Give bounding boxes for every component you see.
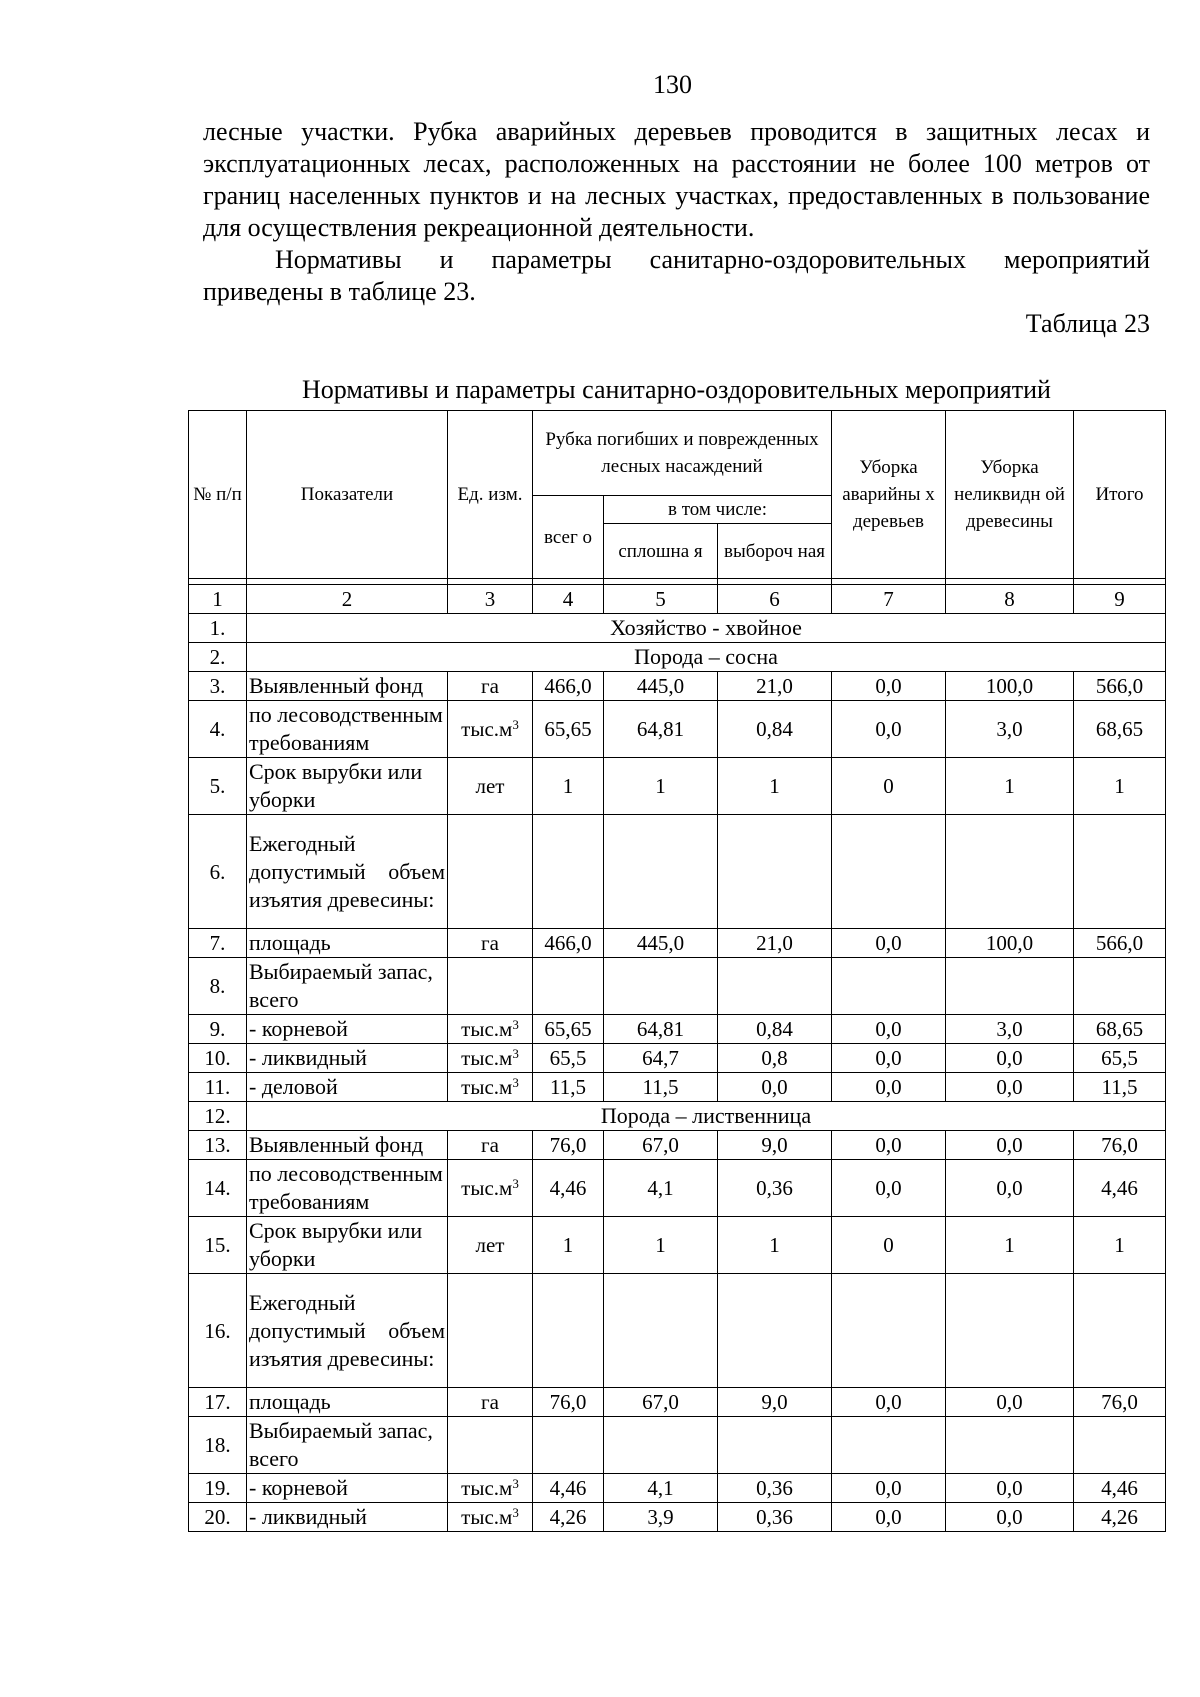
value-cell: 76,0 — [1074, 1388, 1166, 1417]
unit-text: тыс.м — [461, 1505, 513, 1529]
row-number: 3. — [189, 672, 247, 701]
value-cell: 4,26 — [1074, 1503, 1166, 1532]
value-cell: 0,0 — [832, 1474, 946, 1503]
value-cell: 0,0 — [832, 1503, 946, 1532]
value-cell: 0,0 — [946, 1160, 1074, 1217]
value-cell — [604, 1417, 718, 1474]
value-cell: 0,0 — [946, 1388, 1074, 1417]
value-cell: 445,0 — [604, 929, 718, 958]
header-indicator: Показатели — [247, 411, 448, 579]
value-cell: 1 — [718, 758, 832, 815]
col-number: 6 — [718, 585, 832, 614]
table-row — [189, 701, 1166, 758]
header-clear: сплошна я — [604, 524, 718, 579]
row-number: 8. — [189, 958, 247, 1015]
row-number: 14. — [189, 1160, 247, 1217]
unit-cell — [448, 1503, 533, 1532]
value-cell: 1 — [604, 1217, 718, 1274]
value-cell — [946, 815, 1074, 929]
table-row — [189, 1015, 1166, 1044]
value-cell: 21,0 — [718, 929, 832, 958]
value-cell: 1 — [946, 1217, 1074, 1274]
value-cell: 4,46 — [1074, 1160, 1166, 1217]
value-cell: 4,26 — [533, 1503, 604, 1532]
value-cell: 4,46 — [533, 1474, 604, 1503]
unit-superscript: 3 — [512, 1476, 519, 1491]
value-cell — [604, 815, 718, 929]
table-row — [189, 1131, 1166, 1160]
value-cell: 0,0 — [946, 1044, 1074, 1073]
unit-cell: га — [448, 929, 533, 958]
value-cell: 11,5 — [1074, 1073, 1166, 1102]
unit-text: тыс.м — [461, 1046, 513, 1070]
unit-cell — [448, 1474, 533, 1503]
value-cell: 3,0 — [946, 701, 1074, 758]
value-cell: 1 — [1074, 1217, 1166, 1274]
unit-text: тыс.м — [461, 717, 513, 741]
indicator-label: Выявленный фонд — [247, 672, 448, 701]
unit-cell — [448, 1160, 533, 1217]
value-cell: 0,0 — [946, 1073, 1074, 1102]
indicator-label: площадь — [247, 929, 448, 958]
unit-cell — [448, 815, 533, 929]
value-cell: 64,7 — [604, 1044, 718, 1073]
header-nonliquid: Уборка неликвидн ой древесины — [946, 411, 1074, 579]
unit-text: тыс.м — [461, 1476, 513, 1500]
value-cell — [533, 1417, 604, 1474]
value-cell: 65,5 — [533, 1044, 604, 1073]
table-row — [189, 815, 1166, 929]
section-title: Порода – сосна — [247, 643, 1166, 672]
value-cell: 21,0 — [718, 672, 832, 701]
value-cell: 3,0 — [946, 1015, 1074, 1044]
indicator-label: площадь — [247, 1388, 448, 1417]
value-cell: 0,0 — [832, 1131, 946, 1160]
value-cell: 0,0 — [718, 1073, 832, 1102]
header-num: № п/п — [189, 411, 247, 579]
col-number: 8 — [946, 585, 1074, 614]
header-felling: Рубка погибших и поврежденных лесных насаждений — [533, 411, 832, 496]
value-cell — [718, 815, 832, 929]
unit-superscript: 3 — [512, 717, 519, 732]
value-cell: 0,0 — [832, 929, 946, 958]
table-row — [189, 672, 1166, 701]
value-cell: 64,81 — [604, 1015, 718, 1044]
section-row — [189, 1102, 1166, 1131]
value-cell: 0,36 — [718, 1503, 832, 1532]
section-title: Порода – лиственница — [247, 1102, 1166, 1131]
value-cell: 466,0 — [533, 929, 604, 958]
value-cell — [832, 1417, 946, 1474]
unit-cell — [448, 1044, 533, 1073]
value-cell — [533, 1274, 604, 1388]
unit-superscript: 3 — [512, 1505, 519, 1520]
table-row — [189, 758, 1166, 815]
col-number: 3 — [448, 585, 533, 614]
table-row — [189, 1160, 1166, 1217]
value-cell: 0,0 — [832, 701, 946, 758]
row-number: 11. — [189, 1073, 247, 1102]
unit-cell — [448, 1015, 533, 1044]
col-number: 2 — [247, 585, 448, 614]
table-row — [189, 1474, 1166, 1503]
value-cell: 67,0 — [604, 1131, 718, 1160]
value-cell — [832, 958, 946, 1015]
header-total-all: всег о — [533, 496, 604, 579]
value-cell: 0,0 — [832, 672, 946, 701]
value-cell: 76,0 — [533, 1131, 604, 1160]
row-number: 2. — [189, 643, 247, 672]
value-cell — [1074, 1274, 1166, 1388]
indicator-label: по лесоводственным требованиям — [247, 1160, 448, 1217]
value-cell — [604, 958, 718, 1015]
indicator-label: - деловой — [247, 1073, 448, 1102]
header-including: в том числе: — [604, 496, 832, 524]
section-row — [189, 643, 1166, 672]
value-cell: 0,84 — [718, 701, 832, 758]
row-number: 15. — [189, 1217, 247, 1274]
value-cell — [533, 958, 604, 1015]
value-cell: 67,0 — [604, 1388, 718, 1417]
unit-cell — [448, 1073, 533, 1102]
row-number: 6. — [189, 815, 247, 929]
value-cell: 1 — [946, 758, 1074, 815]
row-number: 16. — [189, 1274, 247, 1388]
indicator-label: - корневой — [247, 1474, 448, 1503]
unit-cell: лет — [448, 758, 533, 815]
value-cell: 9,0 — [718, 1131, 832, 1160]
row-number: 12. — [189, 1102, 247, 1131]
value-cell: 9,0 — [718, 1388, 832, 1417]
row-number: 13. — [189, 1131, 247, 1160]
header-selective: выбороч ная — [718, 524, 832, 579]
value-cell — [604, 1274, 718, 1388]
value-cell: 0 — [832, 1217, 946, 1274]
value-cell: 64,81 — [604, 701, 718, 758]
table-title: Нормативы и параметры санитарно-оздоровительных мероприятий — [302, 375, 1051, 404]
table-row — [189, 1388, 1166, 1417]
value-cell: 1 — [533, 758, 604, 815]
norms-table — [188, 410, 1166, 1532]
unit-cell: га — [448, 672, 533, 701]
table-row — [189, 1073, 1166, 1102]
value-cell: 100,0 — [946, 929, 1074, 958]
paragraph-2: Нормативы и параметры санитарно-оздоровительных мероприятий приведены в таблице 23. — [203, 245, 1150, 306]
value-cell: 0,0 — [946, 1503, 1074, 1532]
unit-cell — [448, 1417, 533, 1474]
header-unit: Ед. изм. — [448, 411, 533, 579]
header-total: Итого — [1074, 411, 1166, 579]
unit-text: тыс.м — [461, 1176, 513, 1200]
value-cell: 4,1 — [604, 1474, 718, 1503]
value-cell: 68,65 — [1074, 701, 1166, 758]
unit-text: тыс.м — [461, 1017, 513, 1041]
value-cell: 1 — [1074, 758, 1166, 815]
unit-cell: лет — [448, 1217, 533, 1274]
value-cell: 1 — [533, 1217, 604, 1274]
value-cell: 1 — [604, 758, 718, 815]
indicator-label: Выбираемый запас, всего — [247, 1417, 448, 1474]
unit-cell — [448, 701, 533, 758]
indicator-label: Ежегодный допустимый объем изъятия древесины: — [247, 815, 448, 929]
value-cell: 0,0 — [832, 1015, 946, 1044]
row-number: 17. — [189, 1388, 247, 1417]
section-title: Хозяйство - хвойное — [247, 614, 1166, 643]
value-cell: 0,36 — [718, 1160, 832, 1217]
indicator-label: по лесоводственным требованиям — [247, 701, 448, 758]
unit-cell: га — [448, 1131, 533, 1160]
header-emergency: Уборка аварийны х деревьев — [832, 411, 946, 579]
value-cell — [1074, 815, 1166, 929]
col-number: 5 — [604, 585, 718, 614]
value-cell — [832, 815, 946, 929]
section-row — [189, 614, 1166, 643]
value-cell: 466,0 — [533, 672, 604, 701]
col-number: 7 — [832, 585, 946, 614]
row-number: 20. — [189, 1503, 247, 1532]
table-label: Таблица 23 — [1025, 309, 1150, 338]
paragraph-1: лесные участки. Рубка аварийных деревьев проводится в защитных лесах и эксплуатационных лесах, расположенных на расстоянии не более 100 метров от границ населенных пунктов и на лесных участках, предоставленных в пользование для осуществления рекреационной деятельности. — [203, 117, 1150, 242]
unit-superscript: 3 — [512, 1046, 519, 1061]
value-cell: 68,65 — [1074, 1015, 1166, 1044]
value-cell: 566,0 — [1074, 929, 1166, 958]
unit-cell: га — [448, 1388, 533, 1417]
value-cell: 0,84 — [718, 1015, 832, 1044]
value-cell: 0,0 — [832, 1044, 946, 1073]
unit-text: тыс.м — [461, 1075, 513, 1099]
value-cell: 0 — [832, 758, 946, 815]
unit-superscript: 3 — [512, 1075, 519, 1090]
value-cell: 11,5 — [533, 1073, 604, 1102]
unit-superscript: 3 — [512, 1017, 519, 1032]
row-number: 19. — [189, 1474, 247, 1503]
table-row — [189, 1217, 1166, 1274]
unit-cell — [448, 958, 533, 1015]
value-cell — [718, 1274, 832, 1388]
col-number: 1 — [189, 585, 247, 614]
value-cell: 4,46 — [1074, 1474, 1166, 1503]
row-number: 5. — [189, 758, 247, 815]
value-cell — [946, 1274, 1074, 1388]
indicator-label: Срок вырубки или уборки — [247, 1217, 448, 1274]
table-row — [189, 1044, 1166, 1073]
row-number: 18. — [189, 1417, 247, 1474]
indicator-label: Выбираемый запас, всего — [247, 958, 448, 1015]
indicator-label: Срок вырубки или уборки — [247, 758, 448, 815]
value-cell — [946, 1417, 1074, 1474]
value-cell — [1074, 958, 1166, 1015]
value-cell: 4,1 — [604, 1160, 718, 1217]
value-cell: 0,0 — [946, 1131, 1074, 1160]
row-number: 9. — [189, 1015, 247, 1044]
col-number: 4 — [533, 585, 604, 614]
indicator-label: Ежегодный допустимый объем изъятия древесины: — [247, 1274, 448, 1388]
row-number: 7. — [189, 929, 247, 958]
unit-superscript: 3 — [512, 1176, 519, 1191]
value-cell: 0,0 — [832, 1388, 946, 1417]
value-cell — [718, 958, 832, 1015]
table-row — [189, 1274, 1166, 1388]
value-cell: 0,36 — [718, 1474, 832, 1503]
table-row — [189, 929, 1166, 958]
value-cell: 0,0 — [832, 1073, 946, 1102]
value-cell — [1074, 1417, 1166, 1474]
indicator-label: - корневой — [247, 1015, 448, 1044]
row-number: 4. — [189, 701, 247, 758]
table-row — [189, 1503, 1166, 1532]
indicator-label: - ликвидный — [247, 1503, 448, 1532]
value-cell: 65,65 — [533, 1015, 604, 1044]
row-number: 1. — [189, 614, 247, 643]
value-cell: 76,0 — [533, 1388, 604, 1417]
value-cell: 76,0 — [1074, 1131, 1166, 1160]
value-cell — [718, 1417, 832, 1474]
indicator-label: - ликвидный — [247, 1044, 448, 1073]
indicator-label: Выявленный фонд — [247, 1131, 448, 1160]
value-cell: 566,0 — [1074, 672, 1166, 701]
value-cell: 1 — [718, 1217, 832, 1274]
value-cell: 0,0 — [832, 1160, 946, 1217]
value-cell — [946, 958, 1074, 1015]
col-number: 9 — [1074, 585, 1166, 614]
value-cell: 445,0 — [604, 672, 718, 701]
table-row — [189, 1417, 1166, 1474]
value-cell: 100,0 — [946, 672, 1074, 701]
value-cell: 65,65 — [533, 701, 604, 758]
row-number: 10. — [189, 1044, 247, 1073]
value-cell: 0,8 — [718, 1044, 832, 1073]
value-cell: 4,46 — [533, 1160, 604, 1217]
value-cell: 3,9 — [604, 1503, 718, 1532]
value-cell — [533, 815, 604, 929]
value-cell — [832, 1274, 946, 1388]
value-cell: 11,5 — [604, 1073, 718, 1102]
unit-cell — [448, 1274, 533, 1388]
value-cell: 65,5 — [1074, 1044, 1166, 1073]
table-row — [189, 958, 1166, 1015]
value-cell: 0,0 — [946, 1474, 1074, 1503]
page-number: 130 — [653, 70, 692, 99]
